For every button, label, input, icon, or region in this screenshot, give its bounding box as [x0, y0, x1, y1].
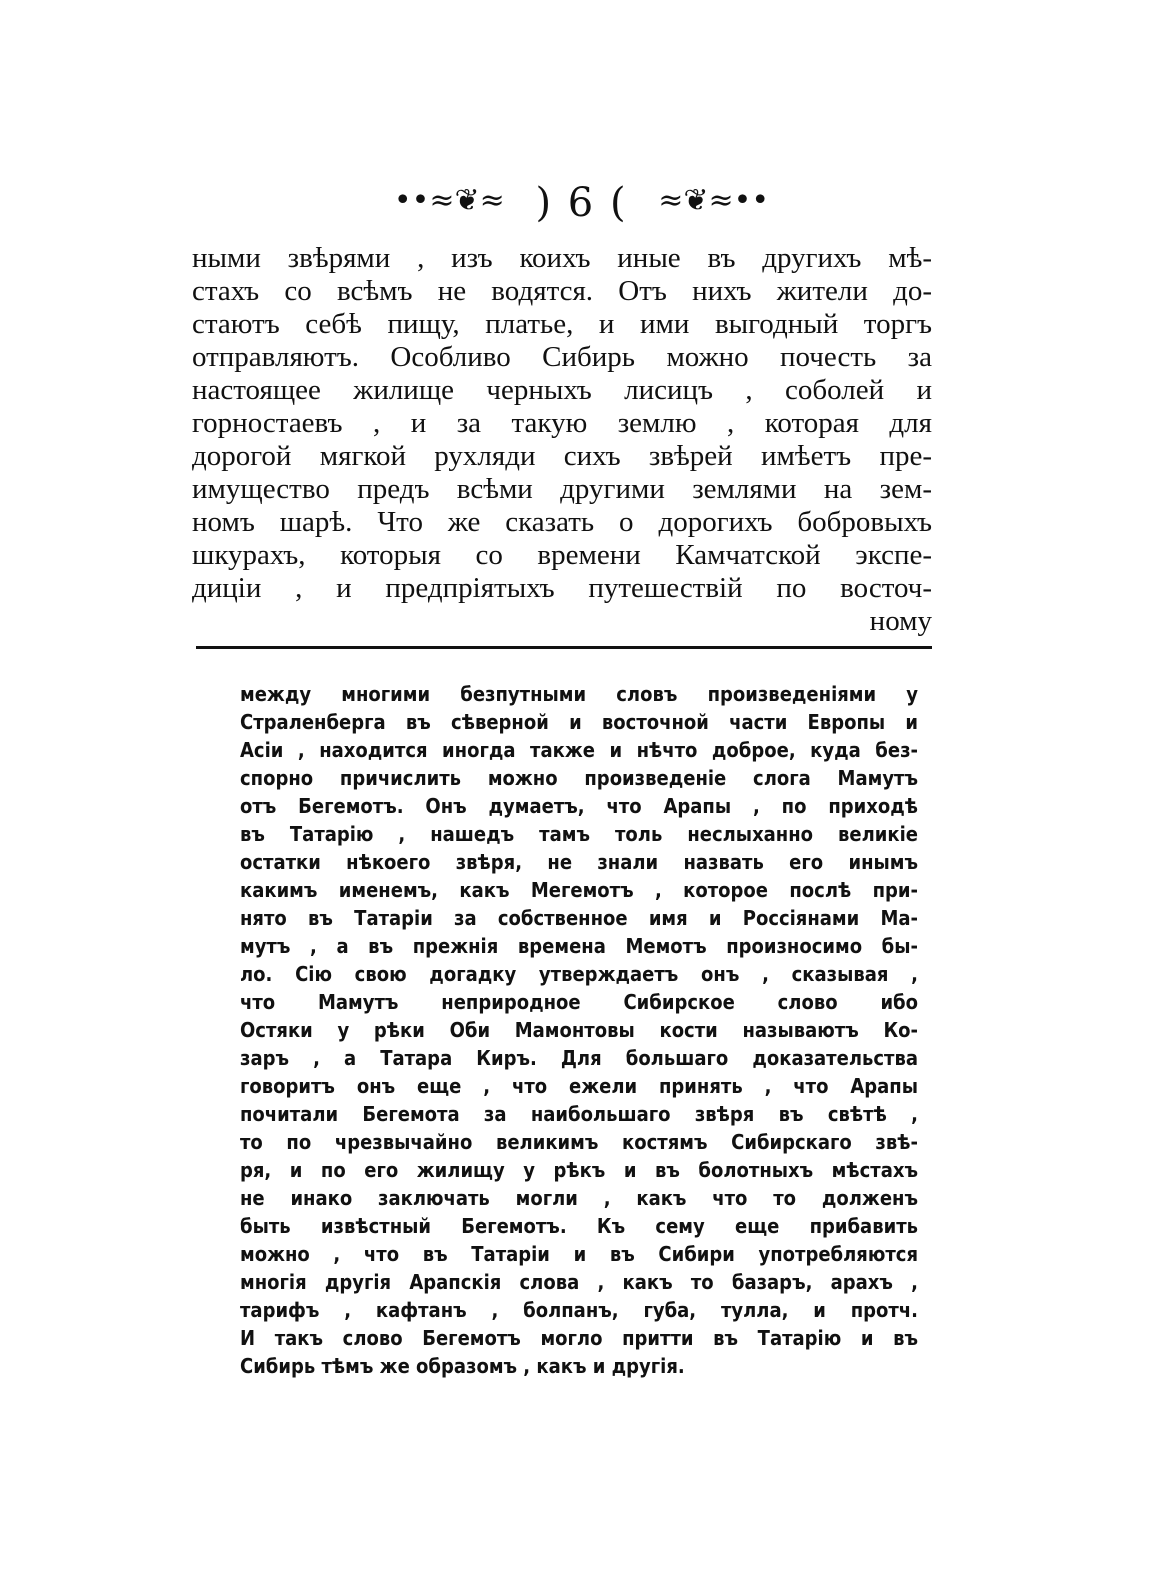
main-line: горностаевъ , и за такую землю , которая для: [192, 407, 932, 439]
footnote-line: то по чрезвычайно великимъ костямъ Сибирскаго звѣ-: [240, 1130, 918, 1154]
footnote-line: Асіи , находится иногда также и нѣчто доброе, куда без-: [240, 738, 918, 762]
footnote-line: ло. Сію свою догадку утверждаетъ онъ , сказывая ,: [240, 962, 918, 986]
footnote-line: И такъ слово Бегемотъ могло притти въ Татарію и въ: [240, 1326, 918, 1350]
footnote-line: отъ Бегемотъ. Онъ думаетъ, что Арапы , по приходѣ: [240, 794, 918, 818]
footnote-line: какимъ именемъ, какъ Мегемотъ , которое послѣ при-: [240, 878, 918, 902]
left-ornament-icon: ••≈❦≈: [393, 183, 505, 218]
footnote-line: говоритъ онъ еще , что ежели принять , что Арапы: [240, 1074, 918, 1098]
footnote: [240, 680, 918, 1380]
main-line: стаютъ себѣ пищу, платье, и ими выгодный торгъ: [192, 308, 932, 340]
main-line: номъ шарѣ. Что же сказать о дорогихъ бобровыхъ: [192, 506, 932, 538]
footnote-line: что Мамутъ неприродное Сибирское слово ибо: [240, 990, 918, 1014]
main-catchword: ному: [869, 605, 932, 637]
footnote-line: мутъ , а въ прежнія времена Мемотъ произносимо бы-: [240, 934, 918, 958]
footnote-line: заръ , а Татара Киръ. Для большаго доказательства: [240, 1046, 918, 1070]
main-line: отправляютъ. Особливо Сибирь можно почесть за: [192, 341, 932, 373]
footnote-line: Остяки у рѣки Оби Мамонтовы кости называютъ Ко-: [240, 1018, 918, 1042]
footnote-divider: [196, 646, 932, 649]
main-line: ными звѣрями , изъ коихъ иные въ другихъ мѣ-: [192, 242, 932, 274]
right-ornament-icon: ≈❦≈••: [658, 183, 770, 218]
footnote-line: спорно причислить можно произведеніе слога Мамутъ: [240, 766, 918, 790]
footnote-line: почитали Бегемота за наибольшаго звѣря въ свѣтѣ ,: [240, 1102, 918, 1126]
footnote-line: Сибирь тѣмъ же образомъ , какъ и другія.: [240, 1354, 685, 1378]
main-line: дорогой мягкой рухляди сихъ звѣрей имѣетъ пре-: [192, 440, 932, 472]
footnote-line: нято въ Татаріи за собственное имя и Россіянами Ма-: [240, 906, 918, 930]
main-line: имущество предъ всѣми другими землями на зем-: [192, 473, 932, 505]
footnote-line: ря, и по его жилищу у рѣкъ и въ болотныхъ мѣстахъ: [240, 1158, 918, 1182]
main-text: [192, 242, 932, 638]
footnote-line: можно , что въ Татаріи и въ Сибири употребляются: [240, 1242, 918, 1266]
footnote-line: тарифъ , кафтанъ , болпанъ, губа, тулла, и протч.: [240, 1298, 918, 1322]
footnote-line: въ Татарію , нашедъ тамъ толь неслыханно великіе: [240, 822, 918, 846]
main-line: шкурахъ, которыя со времени Камчатской экспе-: [192, 539, 932, 571]
footnote-line: остатки нѣкоего звѣря, не знали назвать его инымъ: [240, 850, 918, 874]
main-line: настоящее жилище черныхъ лисицъ , соболей и: [192, 374, 932, 406]
main-line: стахъ со всѣмъ не водятся. Отъ нихъ жители до-: [192, 275, 932, 307]
main-line: диціи , и предпріятыхъ путешествій по восточ-: [192, 572, 932, 604]
footnote-line: между многими безпутными словъ произведеніями у: [240, 682, 918, 706]
footnote-line: быть извѣстный Бегемотъ. Къ сему еще прибавить: [240, 1214, 918, 1238]
footnote-line: не инако заключать могли , какъ что то долженъ: [240, 1186, 918, 1210]
page-header: [0, 180, 1163, 226]
footnote-line: Страленберга въ сѣверной и восточной части Европы и: [240, 710, 918, 734]
page-number: ) 6 (: [535, 180, 628, 226]
footnote-line: многія другія Арапскія слова , какъ то базаръ, арахъ ,: [240, 1270, 918, 1294]
